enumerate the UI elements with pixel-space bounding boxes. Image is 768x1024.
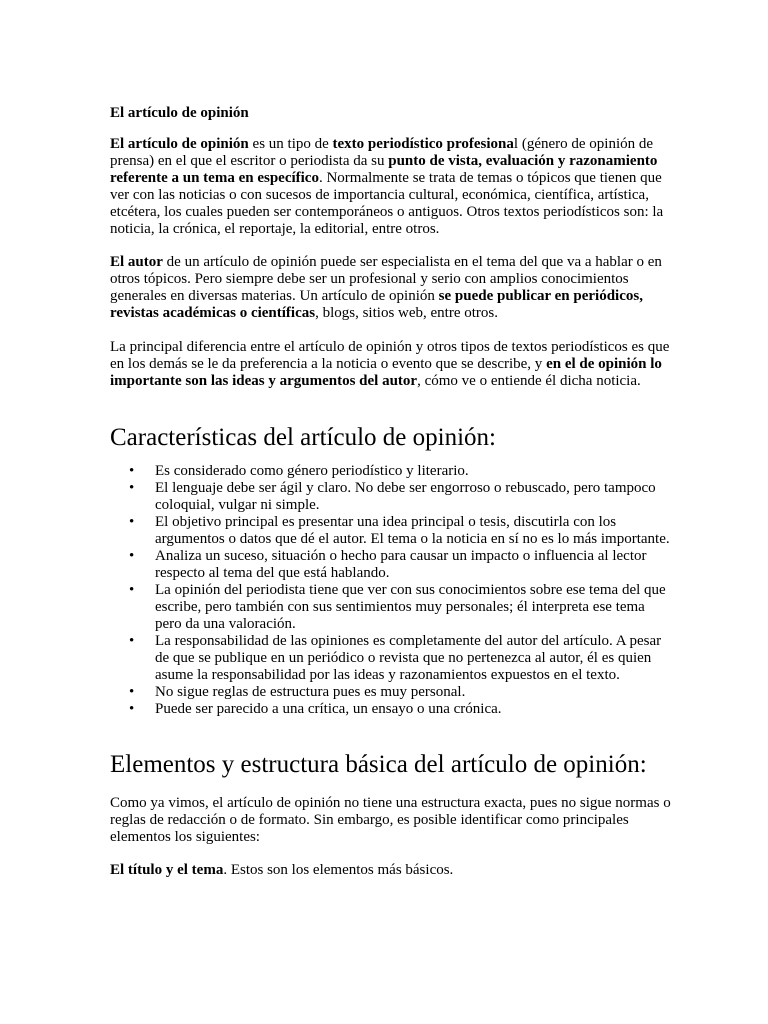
text-run: es un tipo de xyxy=(248,136,333,152)
text-run: de un artículo de opinión puede ser especialista en el tema del que va a hablar o en otros tópicos. Pero siempre debe ser un profesional y serio con amplios conocimientos generales en diversas materias. Un artículo de opinión xyxy=(110,254,662,304)
list-item: • La responsabilidad de las opiniones es completamente del autor del artículo. A pesar de que se publique en un periódico o revista que no pertenezca al autor, él es quien asume la responsabilidad por las ideas y razonamientos expuestos en el texto. xyxy=(110,633,670,684)
paragraph-difference xyxy=(110,339,680,390)
list-item: • El objetivo principal es presentar una idea principal o tesis, discutirla con los argumentos o datos que dé el autor. El tema o la noticia en sí no es lo más importante. xyxy=(110,514,670,548)
element-title-label: El título y el tema xyxy=(110,862,224,878)
element-title-description: . Estos son los elementos más básicos. xyxy=(223,862,454,878)
paragraph-structure-intro: Como ya vimos, el artículo de opinión no tiene una estructura exacta, pues no sigue normas o reglas de redacción o de formato. Sin embargo, es posible identificar como principales elementos los siguientes: xyxy=(110,795,671,845)
text-run: . Normalmente se trata de temas o tópicos que tienen que ver con las noticias o con sucesos de importancia cultural, económica, científica, artística, etcétera, los cuales pueden ser contemporáneos o antiguos. Otros textos periodísticos son: la noticia, la crónica, el reportaje, la editorial, entre otros. xyxy=(110,170,664,237)
bold-run: El artículo de opinión xyxy=(110,136,249,152)
bold-run: punto de vista, evaluación y razonamiento referente a un tema en específico xyxy=(110,153,658,186)
document-title: El artículo de opinión xyxy=(110,105,249,121)
text-run: , cómo ve o entiende él dicha noticia. xyxy=(417,373,641,389)
bold-run: se puede publicar en periódicos, revistas académicas o científicas xyxy=(110,288,643,321)
list-item: • Analiza un suceso, situación o hecho para causar un impacto o influencia al lector respecto al tema del que está hablando. xyxy=(110,548,670,582)
bold-run: El autor xyxy=(110,254,163,270)
paragraph-title-theme xyxy=(110,862,680,879)
text-run: La principal diferencia entre el artículo de opinión y otros tipos de textos periodísticos es que en los demás se le da preferencia a la noticia o evento que se describe, y xyxy=(110,339,670,372)
bold-run: texto periodístico profesiona xyxy=(332,136,514,152)
section-heading-elements: Elementos y estructura básica del artículo de opinión: xyxy=(110,751,647,778)
paragraph-definition xyxy=(110,136,680,238)
list-item: • Es considerado como género periodístico y literario. xyxy=(110,463,670,480)
list-item: • Puede ser parecido a una crítica, un ensayo o una crónica. xyxy=(110,701,670,718)
paragraph-author xyxy=(110,254,680,322)
text-run: l (género de opinión de prensa) en el que el escritor o periodista da su xyxy=(110,136,654,169)
list-item: • No sigue reglas de estructura pues es muy personal. xyxy=(110,684,670,701)
list-item: • El lenguaje debe ser ágil y claro. No debe ser engorroso o rebuscado, pero tampoco coloquial, vulgar ni simple. xyxy=(110,480,670,514)
section-heading-characteristics: Características del artículo de opinión: xyxy=(110,424,496,451)
bold-run: en el de opinión lo importante son las ideas y argumentos del autor xyxy=(110,356,662,389)
list-item: • La opinión del periodista tiene que ver con sus conocimientos sobre ese tema del que escribe, pero también con sus sentimientos muy personales; él interpreta ese tema pero da una valoración. xyxy=(110,582,670,633)
characteristics-list xyxy=(110,463,670,718)
text-run: , blogs, sitios web, entre otros. xyxy=(315,305,498,321)
